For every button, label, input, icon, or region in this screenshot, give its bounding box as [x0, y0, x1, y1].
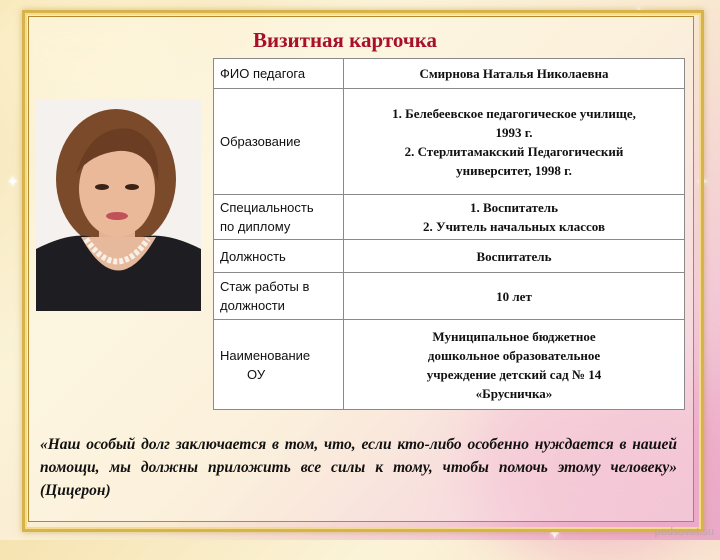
experience-value: 10 лет	[344, 273, 685, 320]
specialty-value: 1. Воспитатель 2. Учитель начальных классов	[344, 195, 685, 240]
experience-label: Стаж работы в должности	[214, 273, 344, 320]
sparkle-icon: ✦	[696, 174, 710, 191]
cicero-quote: «Наш особый долг заключается в том, что, если кто-либо особенно нуждается в нашей помощи, мы должны приложить все силы к тому, чтобы помочь этому человеку» (Цицерон)	[40, 436, 677, 499]
institution-value: Муниципальное бюджетное дошкольное образовательное учреждение детский сад № 14 «Брусничка»	[344, 320, 685, 410]
table-row	[214, 59, 685, 89]
teacher-photo	[36, 99, 201, 311]
specialty-label: Специальность по диплому	[214, 195, 344, 240]
sparkle-icon: ✦	[548, 526, 562, 543]
education-label: Образование	[214, 89, 344, 195]
position-label: Должность	[214, 240, 344, 273]
fio-label: ФИО педагога	[214, 59, 344, 89]
table-row	[214, 273, 685, 320]
table-row	[214, 89, 685, 195]
sparkle-icon: ✦	[6, 174, 20, 191]
institution-label: Наименование ОУ	[214, 320, 344, 410]
sparkle-icon: ✦	[632, 4, 646, 21]
table-row	[214, 320, 685, 410]
watermark: pedsovet.su	[654, 526, 714, 538]
slide-title: Визитная карточка	[253, 28, 437, 52]
table-row	[214, 195, 685, 240]
position-value: Воспитатель	[344, 240, 685, 273]
education-value: 1. Белебеевское педагогическое училище, 1993 г. 2. Стерлитамакский Педагогический университет, 1998 г.	[344, 89, 685, 195]
fio-value: Смирнова Наталья Николаевна	[344, 59, 685, 89]
info-table	[213, 58, 685, 410]
table-row	[214, 240, 685, 273]
